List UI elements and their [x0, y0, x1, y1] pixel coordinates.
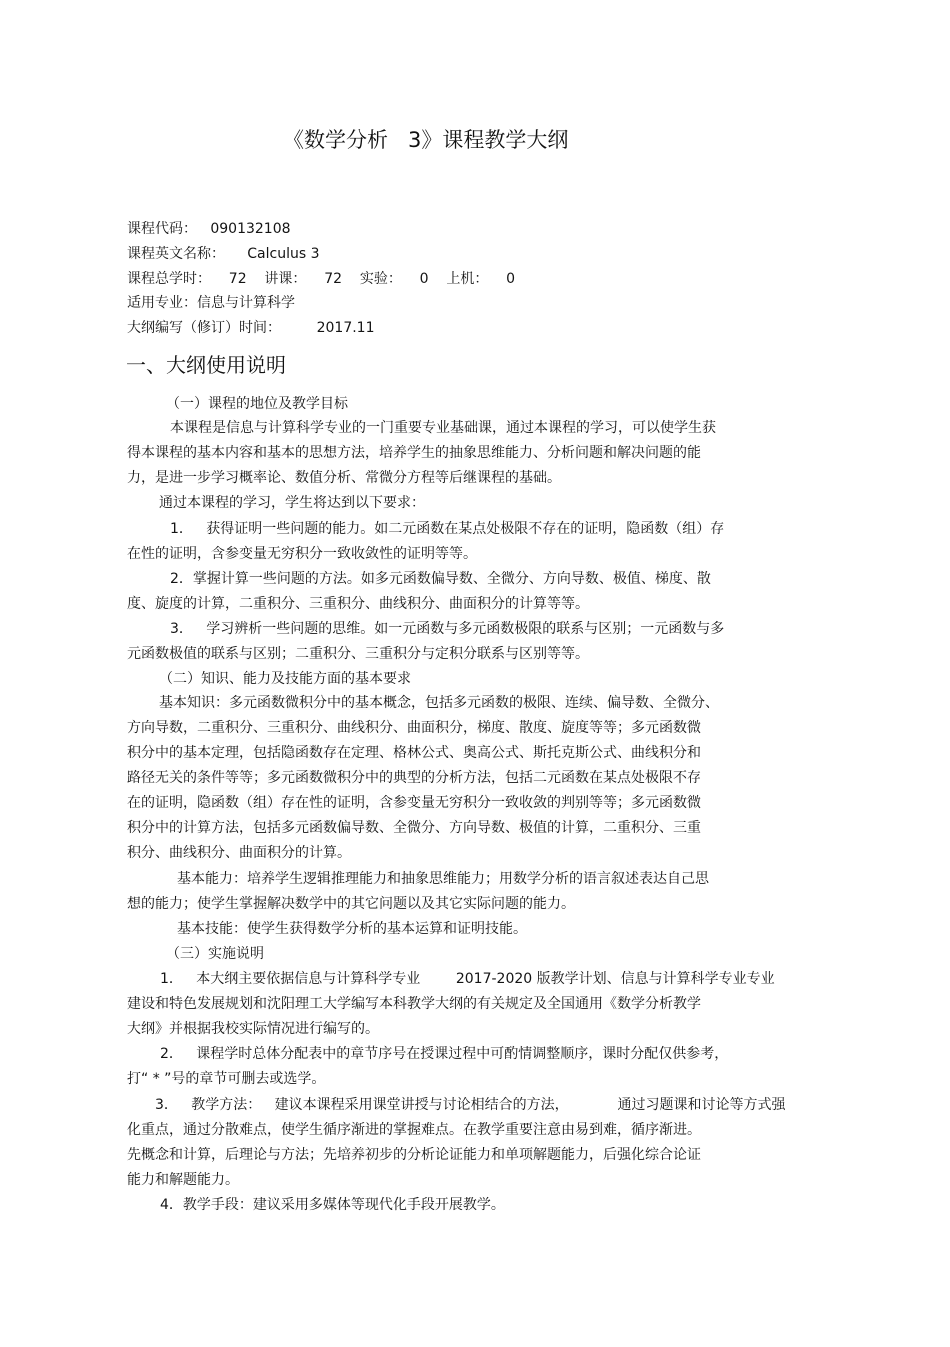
document-title: 《数学分析 3》课程教学大纲 — [283, 128, 569, 152]
paragraph-line: 积分、曲线积分、曲面积分的计算。 — [127, 845, 351, 861]
applicable-major: 适用专业：信息与计算科学 — [127, 295, 295, 311]
implementation-item: 打“ * ”号的章节可删去或选学。 — [127, 1071, 326, 1087]
paragraph-line: 通过本课程的学习，学生将达到以下要求： — [159, 495, 425, 511]
requirement-item: 2．掌握计算一些问题的方法。如多元函数偏导数、全微分、方向导数、极值、梯度、散 — [170, 571, 711, 587]
paragraph-line: 基本知识：多元函数微积分中的基本概念，包括多元函数的极限、连续、偏导数、全微分、 — [159, 695, 719, 711]
requirement-item: 1． 获得证明一些问题的能力。如二元函数在某点处极限不存在的证明，隐函数（组）存 — [170, 521, 725, 537]
section-heading: 一、大纲使用说明 — [126, 353, 286, 377]
course-english-name: 课程英文名称： Calculus 3 — [127, 246, 320, 262]
implementation-item: 能力和解题能力。 — [127, 1172, 239, 1188]
implementation-item: 3． 教学方法： 建议本课程采用课堂讲授与讨论相结合的方法， 通过习题课和讨论等方式强 — [155, 1097, 786, 1113]
paragraph-line: 在的证明，隐函数（组）存在性的证明，含参变量无穷积分一致收敛的判别等等；多元函数微 — [127, 795, 701, 811]
requirement-item: 3． 学习辨析一些问题的思维。如一元函数与多元函数极限的联系与区别；一元函数与多 — [170, 621, 725, 637]
course-hours: 课程总学时： 72 讲课： 72 实验： 0 上机： 0 — [127, 271, 516, 287]
implementation-item: 2． 课程学时总体分配表中的章节序号在授课过程中可酌情调整顺序，课时分配仅供参考， — [160, 1046, 729, 1062]
paragraph-line: 力，是进一步学习概率论、数值分析、常微分方程等后继课程的基础。 — [127, 470, 561, 486]
paragraph-line: 积分中的计算方法，包括多元函数偏导数、全微分、方向导数、极值的计算，二重积分、三重 — [127, 820, 701, 836]
requirement-item: 元函数极值的联系与区别；二重积分、三重积分与定积分联系与区别等等。 — [127, 646, 589, 662]
paragraph-line: 想的能力；使学生掌握解决数学中的其它问题以及其它实际问题的能力。 — [127, 896, 575, 912]
requirement-item: 在性的证明，含参变量无穷积分一致收敛性的证明等等。 — [127, 546, 477, 562]
implementation-item: 大纲》并根据我校实际情况进行编写的。 — [127, 1021, 379, 1037]
implementation-item: 建设和特色发展规划和沈阳理工大学编写本科教学大纲的有关规定及全国通用《数学分析教学 — [127, 996, 701, 1012]
paragraph-line: 积分中的基本定理，包括隐函数存在定理、格林公式、奥高公式、斯托克斯公式、曲线积分和 — [127, 745, 701, 761]
paragraph-line: 方向导数，二重积分、三重积分、曲线积分、曲面积分，梯度、散度、旋度等等；多元函数微 — [127, 720, 701, 736]
paragraph-line: 本课程是信息与计算科学专业的一门重要专业基础课，通过本课程的学习，可以使学生获 — [170, 420, 716, 436]
implementation-item: 化重点，通过分散难点，使学生循序渐进的掌握难点。在教学重要注意由易到难，循序渐进。 — [127, 1122, 701, 1138]
implementation-item: 先概念和计算，后理论与方法；先培养初步的分析论证能力和单项解题能力，后强化综合论证 — [127, 1147, 701, 1163]
paragraph-line: 基本能力：培养学生逻辑推理能力和抽象思维能力；用数学分析的语言叙述表达自己思 — [177, 871, 709, 887]
subsection-heading: （一）课程的地位及教学目标 — [166, 396, 348, 412]
implementation-item: 1． 本大纲主要依据信息与计算科学专业 2017-2020 版教学计划、信息与计算科学专业专业 — [160, 971, 775, 987]
revision-date: 大纲编写（修订）时间： 2017.11 — [127, 320, 375, 336]
course-code: 课程代码： 090132108 — [127, 221, 291, 237]
paragraph-line: 基本技能：使学生获得数学分析的基本运算和证明技能。 — [177, 921, 527, 937]
subsection-heading: （二）知识、能力及技能方面的基本要求 — [159, 671, 411, 687]
subsection-heading: （三）实施说明 — [166, 946, 264, 962]
paragraph-line: 得本课程的基本内容和基本的思想方法，培养学生的抽象思维能力、分析问题和解决问题的能 — [127, 445, 701, 461]
paragraph-line: 路径无关的条件等等；多元函数微积分中的典型的分析方法，包括二元函数在某点处极限不存 — [127, 770, 701, 786]
requirement-item: 度、旋度的计算，二重积分、三重积分、曲线积分、曲面积分的计算等等。 — [127, 596, 589, 612]
implementation-item: 4．教学手段：建议采用多媒体等现代化手段开展教学。 — [160, 1197, 505, 1213]
